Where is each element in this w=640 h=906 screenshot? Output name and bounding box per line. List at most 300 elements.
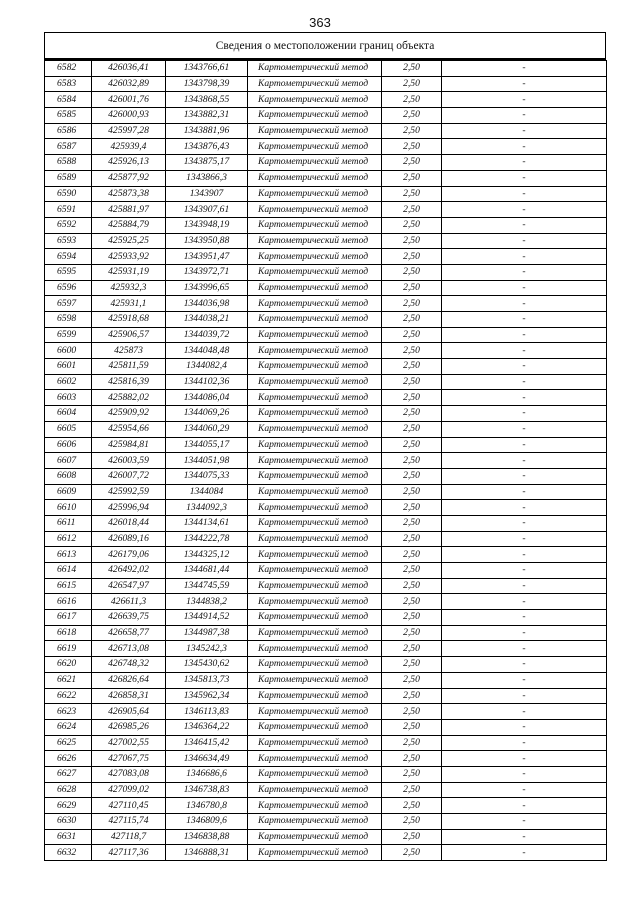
x-coordinate-cell: 427099,02 (92, 782, 166, 798)
point-number-cell: 6587 (45, 139, 92, 155)
point-number-cell: 6589 (45, 170, 92, 186)
x-coordinate-cell: 427117,36 (92, 845, 166, 861)
y-coordinate-cell: 1346686,6 (166, 766, 248, 782)
method-cell: Картометрический метод (248, 170, 382, 186)
accuracy-cell: 2,50 (382, 249, 442, 265)
x-coordinate-cell: 425873,38 (92, 186, 166, 202)
point-number-cell: 6619 (45, 641, 92, 657)
table-row (45, 123, 607, 139)
point-number-cell: 6625 (45, 735, 92, 751)
table-row (45, 280, 607, 296)
x-coordinate-cell: 425933,92 (92, 249, 166, 265)
table-row (45, 249, 607, 265)
point-number-cell: 6611 (45, 515, 92, 531)
note-cell: - (442, 766, 607, 782)
method-cell: Картометрический метод (248, 280, 382, 296)
table-row (45, 515, 607, 531)
y-coordinate-cell: 1344086,04 (166, 390, 248, 406)
note-cell: - (442, 814, 607, 830)
note-cell: - (442, 751, 607, 767)
y-coordinate-cell: 1344838,2 (166, 594, 248, 610)
accuracy-cell: 2,50 (382, 359, 442, 375)
y-coordinate-cell: 1343881,96 (166, 123, 248, 139)
accuracy-cell: 2,50 (382, 719, 442, 735)
y-coordinate-cell: 1345430,62 (166, 657, 248, 673)
accuracy-cell: 2,50 (382, 453, 442, 469)
x-coordinate-cell: 425997,28 (92, 123, 166, 139)
x-coordinate-cell: 426905,64 (92, 704, 166, 720)
accuracy-cell: 2,50 (382, 563, 442, 579)
point-number-cell: 6626 (45, 751, 92, 767)
table-row (45, 610, 607, 626)
accuracy-cell: 2,50 (382, 829, 442, 845)
method-cell: Картометрический метод (248, 578, 382, 594)
table-row (45, 751, 607, 767)
point-number-cell: 6617 (45, 610, 92, 626)
y-coordinate-cell: 1346780,8 (166, 798, 248, 814)
note-cell: - (442, 594, 607, 610)
y-coordinate-cell: 1346634,49 (166, 751, 248, 767)
accuracy-cell: 2,50 (382, 374, 442, 390)
table-row (45, 798, 607, 814)
y-coordinate-cell: 1344051,98 (166, 453, 248, 469)
method-cell: Картометрический метод (248, 719, 382, 735)
y-coordinate-cell: 1343907,61 (166, 202, 248, 218)
table-row (45, 484, 607, 500)
note-cell: - (442, 139, 607, 155)
table-row (45, 155, 607, 171)
point-number-cell: 6618 (45, 625, 92, 641)
accuracy-cell: 2,50 (382, 704, 442, 720)
x-coordinate-cell: 427115,74 (92, 814, 166, 830)
y-coordinate-cell: 1343876,43 (166, 139, 248, 155)
x-coordinate-cell: 426748,32 (92, 657, 166, 673)
x-coordinate-cell: 425906,57 (92, 327, 166, 343)
table-row (45, 641, 607, 657)
table-row (45, 814, 607, 830)
point-number-cell: 6616 (45, 594, 92, 610)
note-cell: - (442, 453, 607, 469)
table-row (45, 264, 607, 280)
table-row (45, 406, 607, 422)
method-cell: Картометрический метод (248, 437, 382, 453)
table-row (45, 437, 607, 453)
table-row (45, 343, 607, 359)
method-cell: Картометрический метод (248, 76, 382, 92)
table-row (45, 108, 607, 124)
y-coordinate-cell: 1344060,29 (166, 421, 248, 437)
accuracy-cell: 2,50 (382, 170, 442, 186)
method-cell: Картометрический метод (248, 123, 382, 139)
point-number-cell: 6624 (45, 719, 92, 735)
x-coordinate-cell: 426036,41 (92, 61, 166, 77)
method-cell: Картометрический метод (248, 296, 382, 312)
note-cell: - (442, 343, 607, 359)
method-cell: Картометрический метод (248, 751, 382, 767)
table-row (45, 390, 607, 406)
y-coordinate-cell: 1344325,12 (166, 547, 248, 563)
x-coordinate-cell: 425931,19 (92, 264, 166, 280)
note-cell: - (442, 500, 607, 516)
point-number-cell: 6595 (45, 264, 92, 280)
y-coordinate-cell: 1343996,65 (166, 280, 248, 296)
accuracy-cell: 2,50 (382, 233, 442, 249)
table-row (45, 845, 607, 861)
table-row (45, 657, 607, 673)
point-number-cell: 6612 (45, 531, 92, 547)
table-row (45, 735, 607, 751)
note-cell: - (442, 390, 607, 406)
y-coordinate-cell: 1343875,17 (166, 155, 248, 171)
accuracy-cell: 2,50 (382, 437, 442, 453)
table-row (45, 625, 607, 641)
method-cell: Картометрический метод (248, 421, 382, 437)
method-cell: Картометрический метод (248, 186, 382, 202)
accuracy-cell: 2,50 (382, 657, 442, 673)
y-coordinate-cell: 1346738,83 (166, 782, 248, 798)
x-coordinate-cell: 425939,4 (92, 139, 166, 155)
x-coordinate-cell: 425881,97 (92, 202, 166, 218)
table-row (45, 374, 607, 390)
point-number-cell: 6610 (45, 500, 92, 516)
y-coordinate-cell: 1344069,26 (166, 406, 248, 422)
method-cell: Картометрический метод (248, 108, 382, 124)
accuracy-cell: 2,50 (382, 610, 442, 626)
accuracy-cell: 2,50 (382, 735, 442, 751)
x-coordinate-cell: 425884,79 (92, 217, 166, 233)
table-row (45, 782, 607, 798)
accuracy-cell: 2,50 (382, 186, 442, 202)
x-coordinate-cell: 426003,59 (92, 453, 166, 469)
y-coordinate-cell: 1344914,52 (166, 610, 248, 626)
point-number-cell: 6631 (45, 829, 92, 845)
point-number-cell: 6609 (45, 484, 92, 500)
method-cell: Картометрический метод (248, 625, 382, 641)
y-coordinate-cell: 1344092,3 (166, 500, 248, 516)
method-cell: Картометрический метод (248, 829, 382, 845)
x-coordinate-cell: 426985,26 (92, 719, 166, 735)
method-cell: Картометрический метод (248, 249, 382, 265)
note-cell: - (442, 217, 607, 233)
accuracy-cell: 2,50 (382, 766, 442, 782)
point-number-cell: 6629 (45, 798, 92, 814)
method-cell: Картометрический метод (248, 547, 382, 563)
note-cell: - (442, 264, 607, 280)
table-row (45, 92, 607, 108)
table-row (45, 359, 607, 375)
x-coordinate-cell: 425811,59 (92, 359, 166, 375)
point-number-cell: 6590 (45, 186, 92, 202)
x-coordinate-cell: 425931,1 (92, 296, 166, 312)
note-cell: - (442, 641, 607, 657)
note-cell: - (442, 249, 607, 265)
note-cell: - (442, 280, 607, 296)
y-coordinate-cell: 1343766,61 (166, 61, 248, 77)
accuracy-cell: 2,50 (382, 390, 442, 406)
y-coordinate-cell: 1344102,36 (166, 374, 248, 390)
accuracy-cell: 2,50 (382, 531, 442, 547)
note-cell: - (442, 829, 607, 845)
accuracy-cell: 2,50 (382, 798, 442, 814)
method-cell: Картометрический метод (248, 657, 382, 673)
method-cell: Картометрический метод (248, 468, 382, 484)
method-cell: Картометрический метод (248, 312, 382, 328)
point-number-cell: 6588 (45, 155, 92, 171)
accuracy-cell: 2,50 (382, 155, 442, 171)
y-coordinate-cell: 1345962,34 (166, 688, 248, 704)
x-coordinate-cell: 425992,59 (92, 484, 166, 500)
note-cell: - (442, 782, 607, 798)
point-number-cell: 6615 (45, 578, 92, 594)
point-number-cell: 6605 (45, 421, 92, 437)
point-number-cell: 6586 (45, 123, 92, 139)
note-cell: - (442, 515, 607, 531)
table-row (45, 312, 607, 328)
note-cell: - (442, 610, 607, 626)
method-cell: Картометрический метод (248, 500, 382, 516)
method-cell: Картометрический метод (248, 92, 382, 108)
accuracy-cell: 2,50 (382, 625, 442, 641)
method-cell: Картометрический метод (248, 139, 382, 155)
x-coordinate-cell: 426611,3 (92, 594, 166, 610)
table-row (45, 468, 607, 484)
accuracy-cell: 2,50 (382, 123, 442, 139)
method-cell: Картометрический метод (248, 531, 382, 547)
note-cell: - (442, 547, 607, 563)
table-row (45, 421, 607, 437)
point-number-cell: 6620 (45, 657, 92, 673)
method-cell: Картометрический метод (248, 845, 382, 861)
note-cell: - (442, 625, 607, 641)
method-cell: Картометрический метод (248, 390, 382, 406)
method-cell: Картометрический метод (248, 782, 382, 798)
x-coordinate-cell: 427110,45 (92, 798, 166, 814)
note-cell: - (442, 578, 607, 594)
note-cell: - (442, 406, 607, 422)
method-cell: Картометрический метод (248, 374, 382, 390)
y-coordinate-cell: 1343950,88 (166, 233, 248, 249)
table-row (45, 594, 607, 610)
x-coordinate-cell: 426179,06 (92, 547, 166, 563)
accuracy-cell: 2,50 (382, 578, 442, 594)
point-number-cell: 6606 (45, 437, 92, 453)
method-cell: Картометрический метод (248, 814, 382, 830)
table-row (45, 766, 607, 782)
x-coordinate-cell: 426858,31 (92, 688, 166, 704)
accuracy-cell: 2,50 (382, 217, 442, 233)
method-cell: Картометрический метод (248, 610, 382, 626)
point-number-cell: 6594 (45, 249, 92, 265)
x-coordinate-cell: 425954,66 (92, 421, 166, 437)
method-cell: Картометрический метод (248, 343, 382, 359)
method-cell: Картометрический метод (248, 453, 382, 469)
x-coordinate-cell: 426658,77 (92, 625, 166, 641)
point-number-cell: 6597 (45, 296, 92, 312)
x-coordinate-cell: 425984,81 (92, 437, 166, 453)
method-cell: Картометрический метод (248, 735, 382, 751)
point-number-cell: 6623 (45, 704, 92, 720)
accuracy-cell: 2,50 (382, 296, 442, 312)
accuracy-cell: 2,50 (382, 547, 442, 563)
x-coordinate-cell: 425877,92 (92, 170, 166, 186)
y-coordinate-cell: 1344745,59 (166, 578, 248, 594)
accuracy-cell: 2,50 (382, 500, 442, 516)
note-cell: - (442, 672, 607, 688)
x-coordinate-cell: 425918,68 (92, 312, 166, 328)
note-cell: - (442, 563, 607, 579)
x-coordinate-cell: 427118,7 (92, 829, 166, 845)
method-cell: Картометрический метод (248, 704, 382, 720)
note-cell: - (442, 296, 607, 312)
method-cell: Картометрический метод (248, 202, 382, 218)
accuracy-cell: 2,50 (382, 468, 442, 484)
table-row (45, 233, 607, 249)
point-number-cell: 6607 (45, 453, 92, 469)
accuracy-cell: 2,50 (382, 814, 442, 830)
point-number-cell: 6592 (45, 217, 92, 233)
x-coordinate-cell: 426547,97 (92, 578, 166, 594)
table-row (45, 76, 607, 92)
note-cell: - (442, 688, 607, 704)
x-coordinate-cell: 426007,72 (92, 468, 166, 484)
note-cell: - (442, 170, 607, 186)
note-cell: - (442, 61, 607, 77)
method-cell: Картометрический метод (248, 61, 382, 77)
accuracy-cell: 2,50 (382, 845, 442, 861)
y-coordinate-cell: 1346809,6 (166, 814, 248, 830)
accuracy-cell: 2,50 (382, 264, 442, 280)
y-coordinate-cell: 1344222,78 (166, 531, 248, 547)
table-row (45, 531, 607, 547)
y-coordinate-cell: 1343866,3 (166, 170, 248, 186)
note-cell: - (442, 798, 607, 814)
table-body (45, 61, 607, 861)
accuracy-cell: 2,50 (382, 421, 442, 437)
point-number-cell: 6628 (45, 782, 92, 798)
note-cell: - (442, 123, 607, 139)
page-number: 363 (309, 15, 331, 30)
y-coordinate-cell: 1344987,38 (166, 625, 248, 641)
x-coordinate-cell: 425873 (92, 343, 166, 359)
accuracy-cell: 2,50 (382, 76, 442, 92)
point-number-cell: 6599 (45, 327, 92, 343)
y-coordinate-cell: 1345813,73 (166, 672, 248, 688)
note-cell: - (442, 531, 607, 547)
point-number-cell: 6614 (45, 563, 92, 579)
method-cell: Картометрический метод (248, 406, 382, 422)
table-row (45, 704, 607, 720)
accuracy-cell: 2,50 (382, 92, 442, 108)
accuracy-cell: 2,50 (382, 406, 442, 422)
point-number-cell: 6593 (45, 233, 92, 249)
y-coordinate-cell: 1343907 (166, 186, 248, 202)
note-cell: - (442, 657, 607, 673)
y-coordinate-cell: 1344039,72 (166, 327, 248, 343)
y-coordinate-cell: 1344038,21 (166, 312, 248, 328)
table-row (45, 672, 607, 688)
table-row (45, 139, 607, 155)
table-row (45, 170, 607, 186)
table-row (45, 719, 607, 735)
table-caption: Сведения о местоположении границ объекта (44, 32, 606, 60)
table-row (45, 217, 607, 233)
accuracy-cell: 2,50 (382, 108, 442, 124)
x-coordinate-cell: 425932,3 (92, 280, 166, 296)
coordinates-table (44, 60, 607, 861)
point-number-cell: 6602 (45, 374, 92, 390)
y-coordinate-cell: 1344036,98 (166, 296, 248, 312)
y-coordinate-cell: 1343948,19 (166, 217, 248, 233)
y-coordinate-cell: 1344075,33 (166, 468, 248, 484)
accuracy-cell: 2,50 (382, 327, 442, 343)
note-cell: - (442, 719, 607, 735)
point-number-cell: 6613 (45, 547, 92, 563)
x-coordinate-cell: 426713,08 (92, 641, 166, 657)
table-row (45, 453, 607, 469)
accuracy-cell: 2,50 (382, 672, 442, 688)
point-number-cell: 6622 (45, 688, 92, 704)
method-cell: Картометрический метод (248, 515, 382, 531)
x-coordinate-cell: 426001,76 (92, 92, 166, 108)
point-number-cell: 6632 (45, 845, 92, 861)
x-coordinate-cell: 425926,13 (92, 155, 166, 171)
y-coordinate-cell: 1344084 (166, 484, 248, 500)
method-cell: Картометрический метод (248, 233, 382, 249)
table-row (45, 500, 607, 516)
x-coordinate-cell: 426018,44 (92, 515, 166, 531)
accuracy-cell: 2,50 (382, 280, 442, 296)
point-number-cell: 6598 (45, 312, 92, 328)
method-cell: Картометрический метод (248, 359, 382, 375)
note-cell: - (442, 484, 607, 500)
x-coordinate-cell: 427002,55 (92, 735, 166, 751)
accuracy-cell: 2,50 (382, 484, 442, 500)
method-cell: Картометрический метод (248, 484, 382, 500)
note-cell: - (442, 845, 607, 861)
y-coordinate-cell: 1346888,31 (166, 845, 248, 861)
method-cell: Картометрический метод (248, 217, 382, 233)
point-number-cell: 6604 (45, 406, 92, 422)
y-coordinate-cell: 1344082,4 (166, 359, 248, 375)
note-cell: - (442, 327, 607, 343)
table-row (45, 61, 607, 77)
note-cell: - (442, 468, 607, 484)
x-coordinate-cell: 425909,92 (92, 406, 166, 422)
y-coordinate-cell: 1344048,48 (166, 343, 248, 359)
x-coordinate-cell: 427067,75 (92, 751, 166, 767)
y-coordinate-cell: 1343798,39 (166, 76, 248, 92)
x-coordinate-cell: 426492,02 (92, 563, 166, 579)
x-coordinate-cell: 426089,16 (92, 531, 166, 547)
accuracy-cell: 2,50 (382, 594, 442, 610)
x-coordinate-cell: 425925,25 (92, 233, 166, 249)
table-row (45, 186, 607, 202)
point-number-cell: 6596 (45, 280, 92, 296)
method-cell: Картометрический метод (248, 798, 382, 814)
note-cell: - (442, 186, 607, 202)
point-number-cell: 6603 (45, 390, 92, 406)
table-row (45, 296, 607, 312)
accuracy-cell: 2,50 (382, 139, 442, 155)
y-coordinate-cell: 1344055,17 (166, 437, 248, 453)
x-coordinate-cell: 425996,94 (92, 500, 166, 516)
method-cell: Картометрический метод (248, 688, 382, 704)
point-number-cell: 6600 (45, 343, 92, 359)
note-cell: - (442, 92, 607, 108)
method-cell: Картометрический метод (248, 594, 382, 610)
method-cell: Картометрический метод (248, 641, 382, 657)
method-cell: Картометрический метод (248, 672, 382, 688)
